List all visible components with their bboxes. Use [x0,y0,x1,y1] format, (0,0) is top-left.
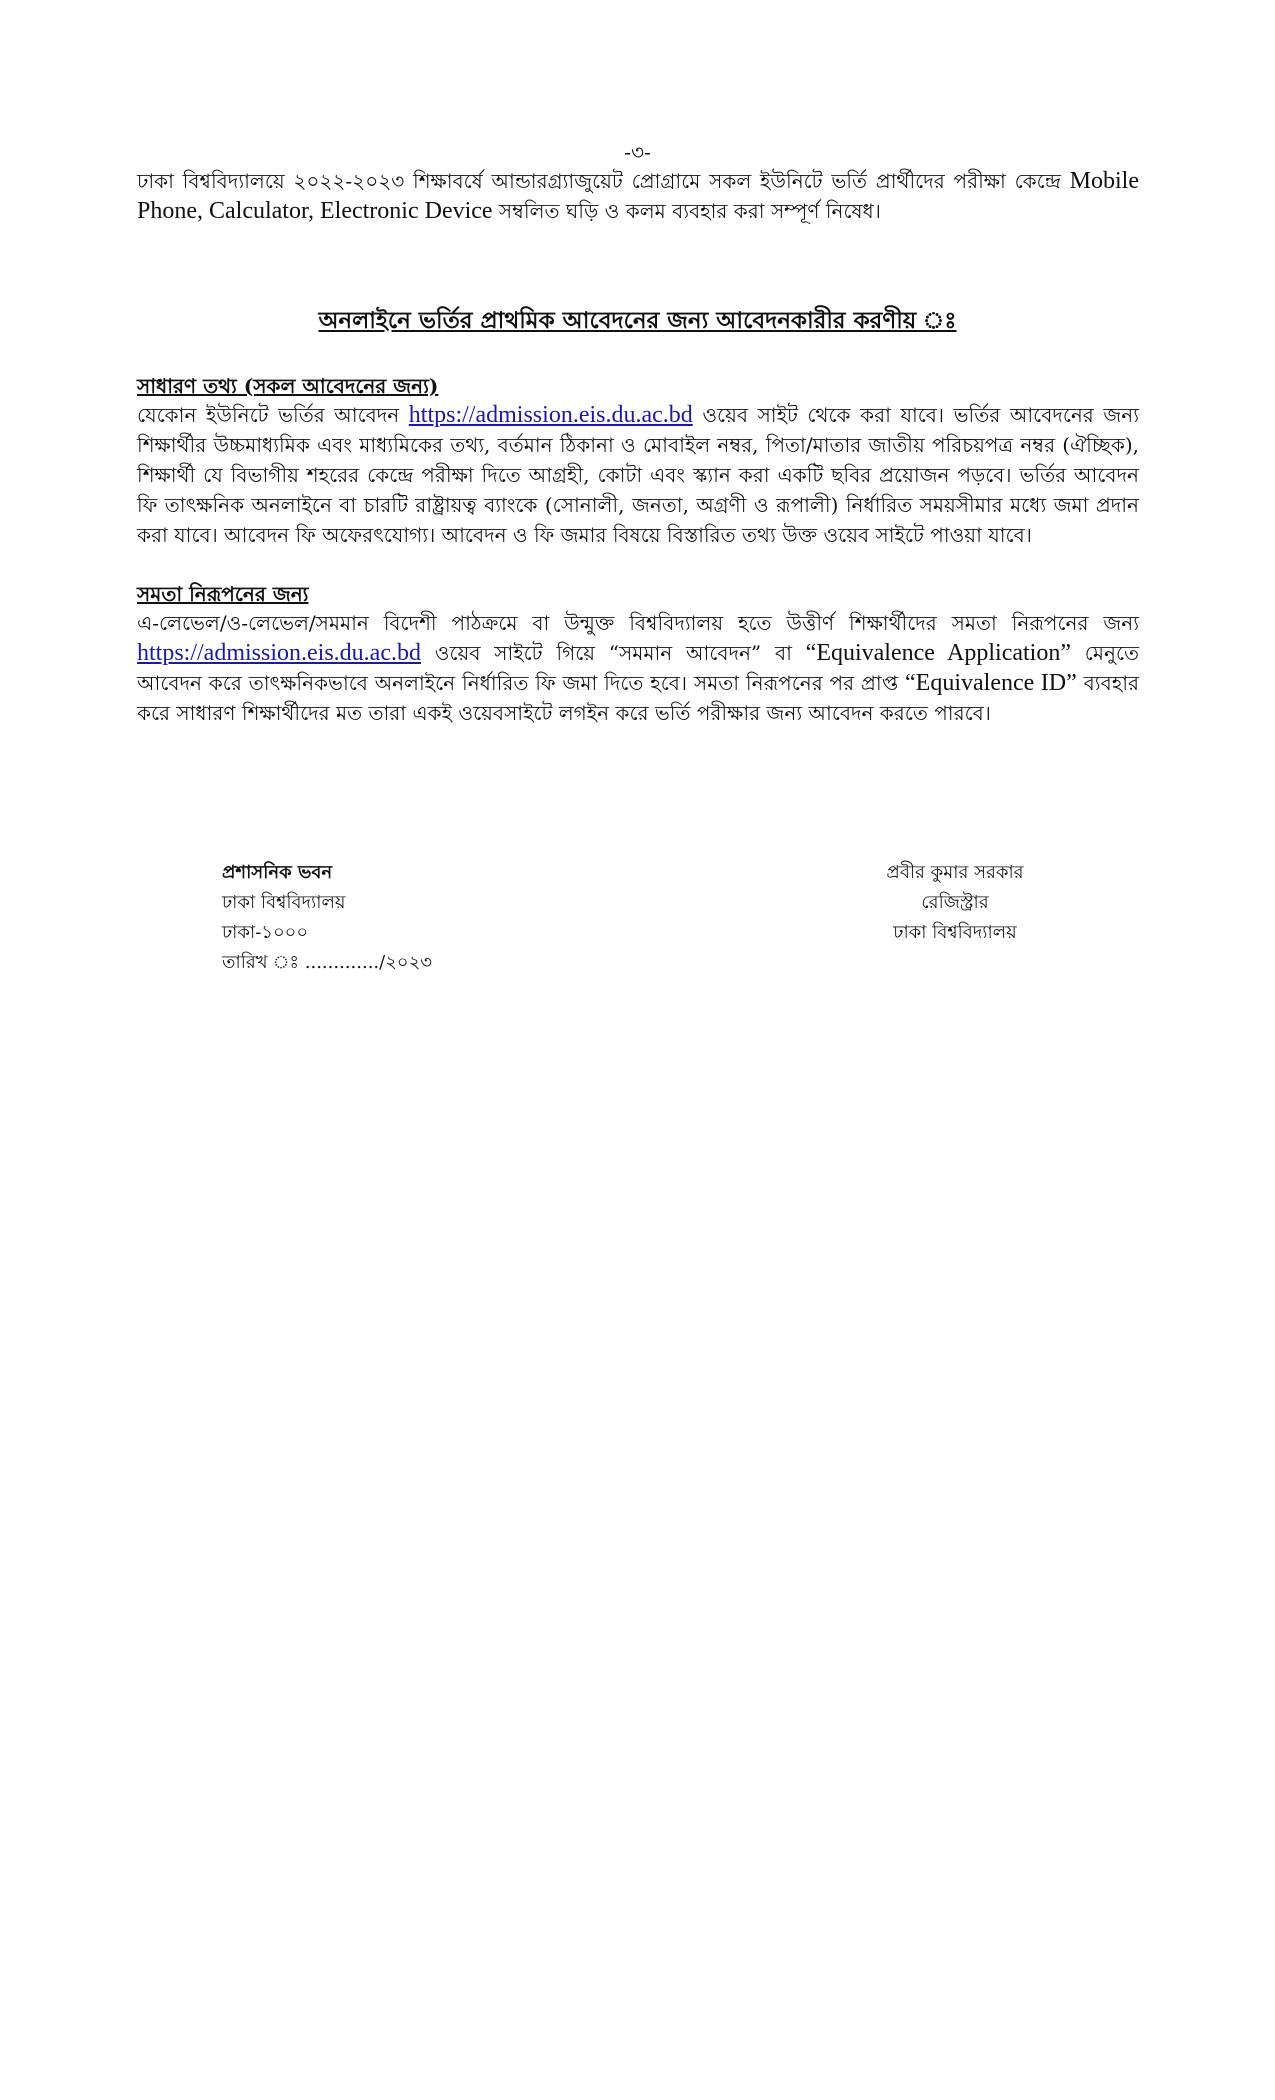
intro-text-1: ঢাকা বিশ্ববিদ্যালয়ে ২০২২-২০২৩ শিক্ষাবর্ষে আন্ডারগ্র্যাজুয়েট প্রোগ্রামে সকল ইউনিটে ভর্তি প্রার্থীদের পরীক্ষা কেন্দ্রে [137,169,1070,193]
page-number: -৩- [624,140,651,164]
equivalence-application-text: “Equivalence Application” [805,640,1071,666]
signatory-title: রেজিস্ট্রার [921,892,989,913]
equivalence-paragraph [137,608,1139,728]
equivalence-id-text: “Equivalence ID” [905,670,1077,696]
main-heading [0,302,1275,341]
issue-date: তারিখ ঃ ............./২০২৩ [222,952,433,973]
intro-text-2: সম্বলিত ঘড়ি ও কলম ব্যবহার করা সম্পূর্ণ নিষেধ। [492,199,881,223]
equivalence-heading: সমতা নিরূপনের জন্য [137,582,309,606]
general-text-1: যেকোন ইউনিটে ভর্তির আবেদন [137,403,409,427]
general-text-2: ওয়েব সাইট থেকে করা যাবে। ভর্তির আবেদনের জন্য শিক্ষার্থীর উচ্চমাধ্যমিক এবং মাধ্যমিকের তথ্য, বর্তমান ঠিকানা ও মোবাইল নম্বর, পিতা/মাতার জাতীয় পরিচয়পত্র নম্বর (ঐচ্ছিক), শিক্ষার্থী যে বিভাগীয় শহরের কেন্দ্রে পরীক্ষা দিতে আগ্রহী, কোটা এবং স্ক্যান করা একটি ছবির প্রয়োজন পড়বে। ভর্তির আবেদন ফি তাৎক্ষনিক অনলাইনে বা চারটি রাষ্ট্রায়ত্ব ব্যাংকে (সোনালী, জনতা, অগ্রণী ও রূপালী) নির্ধারিত সময়সীমার মধ্যে জমা প্রদান করা যাবে। আবেদন ফি অফেরৎযোগ্য। আবেদন ও ফি জমার বিষয়ে বিস্তারিত তথ্য উক্ত ওয়েব সাইটে পাওয়া যাবে। [137,403,1139,547]
main-heading-text: অনলাইনে ভর্তির প্রাথমিক আবেদনের জন্য আবেদনকারীর করণীয় ঃ [318,307,957,334]
general-info-heading: সাধারণ তথ্য (সকল আবেদনের জন্য) [137,374,439,398]
admission-website-link[interactable]: https://admission.eis.du.ac.bd [408,402,693,428]
equivalence-text-1: এ-লেভেল/ও-লেভেল/সমমান বিদেশী পাঠক্রমে বা উন্মুক্ত বিশ্ববিদ্যালয় হতে উত্তীর্ণ শিক্ষার্থীদের সমতা নিরূপনের জন্য [137,611,1139,635]
signatory-block [830,858,1080,948]
equivalence-text-2: ওয়েব সাইটে গিয়ে “সমমান আবেদন” বা [420,641,806,665]
office-address-block [222,858,432,978]
intro-devices-text: Mobile Phone, Calculator, Electronic Device [137,168,1139,224]
intro-paragraph [137,166,1139,226]
equivalence-text-3: মেনুতে আবেদন করে তাৎক্ষনিকভাবে অনলাইনে নির্ধারিত ফি জমা দিতে হবে। সমতা নিরূপনের পর প্রাপ্ত [137,641,1139,695]
signatory-name: প্রবীর কুমার সরকার [886,862,1024,883]
equivalence-website-link[interactable]: https://admission.eis.du.ac.bd [137,640,421,666]
equivalence-text-4: ব্যবহার করে সাধারণ শিক্ষার্থীদের মত তারা একই ওয়েবসাইটে লগইন করে ভর্তি পরীক্ষার জন্য আবেদন করতে পারবে। [137,671,1140,725]
office-university: ঢাকা বিশ্ববিদ্যালয় [222,892,346,913]
office-city: ঢাকা-১০০০ [222,922,309,943]
office-building: প্রশাসনিক ভবন [222,862,333,883]
general-info-paragraph [137,400,1139,550]
signatory-institution: ঢাকা বিশ্ববিদ্যালয় [893,922,1017,943]
